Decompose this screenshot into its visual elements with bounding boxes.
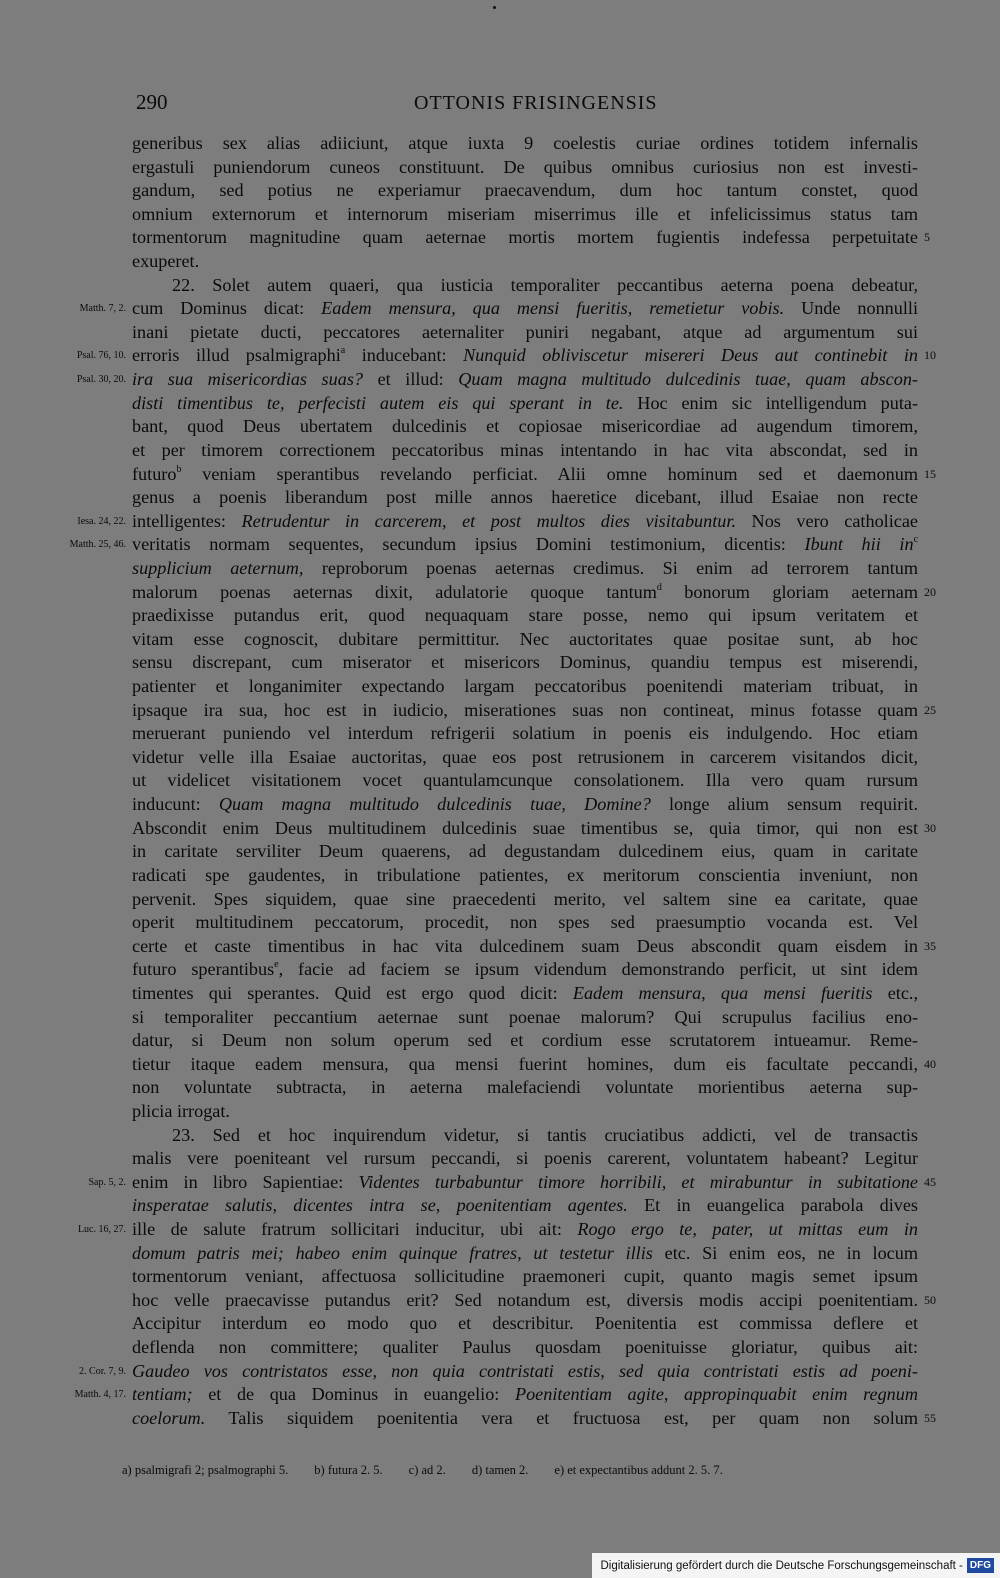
text-run: datur, si Deum non solum operum sed et cordium esse scrutatorem intueamur. Reme- [132, 1030, 918, 1051]
text-line [132, 1289, 936, 1313]
italic-quote: Ibunt hii in [804, 534, 914, 555]
text-run: Accipitur interdum eo modo quo et describitur. Poenitentia est commissa deflere et [132, 1313, 918, 1334]
text-run: ille de salute fratrum sollicitari inducitur, ubi ait: [132, 1219, 578, 1240]
text-run: certe et caste timentibus in hac vita dulcedinem suam Deus abscondit quam eisdem in [132, 935, 918, 956]
running-title: OTTONIS FRISINGENSIS [414, 92, 658, 114]
text-run: tormentorum veniant, affectuosa sollicitudine praemoneri cupit, quanto magis semet ipsum [132, 1266, 918, 1287]
margin-reference: Matth. 7, 2. [79, 303, 126, 315]
text-line [132, 1312, 918, 1336]
footer-text: Digitalisierung gefördert durch die Deutsche Forschungsgemeinschaft - [600, 1559, 963, 1572]
line-number: 25 [924, 702, 936, 717]
text-run: futuro [132, 463, 177, 484]
text-run: 22. Solet autem quaeri, qua iusticia temporaliter peccantibus aeterna poena debeatur, [172, 274, 918, 295]
italic-quote: Quam magna multitudo dulcedinis tuae, quam abscon- [458, 369, 918, 390]
text-run: malorum poenas aeternas dixit, adulatorie quoque tantum [132, 581, 657, 602]
text-line [132, 1006, 918, 1030]
text-line [88, 1171, 936, 1195]
italic-quote: Quam magna multitudo dulcedinis tuae, Domine? [218, 794, 651, 815]
text-line [132, 888, 918, 912]
text-line [132, 746, 918, 770]
margin-reference: 2. Cor. 7, 9. [79, 1365, 126, 1377]
text-run: generibus sex alias adiiciunt, atque iuxta 9 coelestis curiae ordines totidem infernalis [132, 133, 918, 153]
text-run: tietur itaque eadem mensura, qua mensi fuerint homines, dum eis facultate peccandi, [132, 1053, 918, 1074]
text-run: erroris illud psalmigraphi [132, 345, 341, 366]
line-number: 20 [924, 584, 936, 599]
text-line [132, 557, 918, 581]
footnote: e) et expectantibus addunt 2. 5. 7. [554, 1463, 723, 1477]
text-run: veniam sperantibus revelando perficiat. Alii omne hominum sed et daemonum [181, 463, 918, 484]
text-line [132, 415, 918, 439]
text-run: Talis siquidem poenitentia vera et fructuosa est, per quam non solum [205, 1407, 918, 1428]
italic-quote: Gaudeo vos contristatos esse, non quia contristati estis, sed quia contristati estis ad poeni- [132, 1360, 918, 1381]
text-line [132, 699, 936, 723]
text-run: longe alium sensum requirit. [650, 794, 919, 815]
text-run: patienter et longanimiter expectando largam peccatoribus poenitendi materiam tribuat, in [132, 676, 918, 697]
text-line [132, 604, 918, 628]
italic-quote: domum patris mei; habeo enim quinque fratres, ut testetur illis [132, 1242, 653, 1263]
line-number: 10 [924, 348, 936, 363]
text-line [132, 226, 930, 250]
text-run: meruerant puniendo vel interdum refrigerii solatium in poenis eis indulgendo. Hoc etiam [132, 723, 918, 744]
italic-quote: Poenitentiam agite, appropinquabit enim regnum [514, 1384, 918, 1405]
text-line [132, 793, 918, 817]
text-line [132, 817, 936, 841]
text-run: in caritate serviliter Deum quaerens, ad degustandam dulcedinem eius, quam in caritate [132, 841, 918, 862]
text-run: Hoc enim sic intelligendum puta- [623, 392, 918, 413]
text-line [132, 935, 936, 959]
text-line [132, 321, 918, 345]
italic-quote: supplicium aeternum, [132, 557, 304, 578]
text-line [132, 628, 918, 652]
text-run: ipsaque ira sua, hoc est in iudicio, miserationes suas non contineat, minus fotasse quam [132, 699, 918, 720]
text-run: exuperet. [132, 251, 200, 272]
text-line [132, 1336, 918, 1360]
text-line [77, 510, 918, 534]
page-number: 290 [136, 90, 168, 114]
text-run: tormentorum magnitudine quam aeternae mortis mortem fugientis indefessa perpetuitate [132, 227, 918, 248]
text-line [132, 581, 936, 605]
footnote-marker: d [656, 581, 662, 593]
text-run: enim in libro Sapientiae: [132, 1171, 359, 1192]
text-line [132, 132, 918, 156]
text-run: omnium externorum et internorum miseriam miserrimus ille et infelicissimus status tam [132, 203, 918, 224]
line-number: 45 [924, 1174, 936, 1189]
text-run: intelligentes: [132, 510, 242, 531]
text-run: hoc velle praecavisse putandus erit? Sed notandum est, diversis modis accipi poenitentiam. [132, 1289, 918, 1310]
text-line [132, 982, 918, 1006]
text-line [132, 1265, 918, 1289]
italic-quote: Retrudentur in carcerem, et post multos dies visitabuntur. [241, 510, 736, 531]
text-line [132, 1147, 918, 1171]
text-line [132, 958, 918, 982]
text-line [132, 1100, 918, 1124]
line-number: 30 [924, 820, 936, 835]
text-line [132, 1242, 918, 1266]
text-run: futuro sperantibus [132, 959, 275, 980]
text-run: etc. Si enim eos, ne in locum [652, 1242, 918, 1263]
text-run: non voluntate subtracta, in aeterna malefaciendi voluntate morientibus aeterna sup- [132, 1077, 918, 1098]
footnote-marker: e [274, 959, 279, 971]
margin-reference: Sap. 5, 2. [88, 1176, 126, 1188]
line-number: 50 [924, 1292, 936, 1307]
footnote: c) ad 2. [408, 1463, 446, 1477]
text-line [132, 179, 918, 203]
print-speck [493, 6, 496, 9]
text-run: timentes qui sperantes. Quid est ergo quod dicit: [132, 982, 573, 1003]
footnote-marker: b [176, 463, 182, 475]
text-run: bant, quod Deus ubertatem dulcedinis et copiosae misericordiae ad augendum timorem, [132, 416, 918, 437]
text-run: ergastuli puniendorum cuneos constituunt. De quibus omnibus curiosius non est investi- [132, 156, 918, 177]
margin-reference: Matth. 25, 46. [69, 539, 126, 551]
italic-quote: insperatae salutis, dicentes intra se, poenitentiam agentes. [132, 1195, 628, 1216]
text-line [76, 368, 918, 392]
margin-reference: Matth. 4, 17. [74, 1389, 126, 1401]
line-number: 5 [924, 230, 930, 245]
text-line [132, 1194, 918, 1218]
text-line [74, 1383, 918, 1407]
line-number: 55 [924, 1410, 936, 1425]
text-run: si temporaliter peccantium aeternae sunt poenae malorum? Qui scrupulus facilius eno- [132, 1006, 918, 1027]
footnote: d) tamen 2. [471, 1463, 529, 1477]
italic-quote: disti timentibus te, perfecisti autem eis qui sperant in te. [132, 392, 624, 413]
text-line [132, 156, 918, 180]
margin-reference: Psal. 76, 10. [76, 350, 126, 362]
text-run: cum Dominus dicat: [132, 298, 322, 319]
text-run: inani pietate ducti, peccatores aeternaliter puniri negabant, atque ad argumentum sui [132, 321, 918, 342]
dfg-logo: DFG [967, 1558, 994, 1573]
text-line [132, 274, 918, 298]
italic-quote: Eadem mensura, qua mensi fueritis [572, 982, 873, 1003]
text-run: videtur velle illa Esaiae auctoritas, quae eos post retrusionem in carcerem visitandos dicit, [132, 746, 918, 767]
text-run: etc., [872, 982, 918, 1003]
digitization-footer [592, 1553, 1000, 1578]
text-line [69, 533, 919, 557]
margin-reference: Luc. 16, 27. [77, 1224, 126, 1236]
text-run: et de qua Dominus in euangelio: [192, 1384, 515, 1405]
text-line [79, 1360, 918, 1384]
text-line [132, 250, 918, 274]
text-line [132, 864, 918, 888]
main-text [69, 132, 936, 1431]
text-run: Nos vero catholicae [736, 510, 918, 531]
footnote: b) futura 2. 5. [314, 1463, 383, 1477]
text-line [132, 1407, 936, 1431]
text-run: radicati spe gaudentes, in tribulatione patientes, ex meritorum conscientia inveniunt, non [132, 864, 918, 885]
text-run: gandum, sed potius ne experiamur praecavendum, dum hoc tantum constet, quod [132, 180, 918, 201]
line-number: 35 [924, 938, 936, 953]
text-line [132, 1124, 918, 1148]
footnote: a) psalmigrafi 2; psalmographi 5. [122, 1463, 289, 1477]
text-run: sensu discrepant, cum miserator et misericors Dominus, quandiu tempus est miserendi, [132, 652, 918, 673]
text-line [132, 439, 918, 463]
text-line [132, 840, 918, 864]
text-run: ut videlicet visitationem vocet quantulamcunque consolationem. Illa vero quam rursum [132, 770, 918, 791]
line-number: 15 [924, 466, 936, 481]
text-line [132, 486, 918, 510]
text-line [79, 297, 919, 321]
text-run: vitam esse cognoscit, dubitare permittitur. Nec auctoritates quae positae sunt, ab hoc [132, 628, 918, 649]
text-line [132, 769, 918, 793]
footnote-marker: a [340, 345, 346, 357]
italic-quote: Eadem mensura, qua mensi fueritis, remetietur vobis. [321, 298, 785, 319]
text-run: 23. Sed et hoc inquirendum videtur, si tantis cruciatibus addicti, vel de transactis [172, 1124, 918, 1145]
text-line [132, 651, 918, 675]
text-run: et illud: [363, 369, 459, 390]
text-line [132, 1076, 918, 1100]
text-line [132, 463, 936, 487]
italic-quote: coelorum. [132, 1407, 206, 1428]
italic-quote: Rogo ergo te, pater, ut mittas eum in [577, 1219, 918, 1240]
text-line [132, 203, 918, 227]
text-run: reproborum poenas aeternas credimus. Si enim ad terrorem tantum [303, 557, 919, 578]
footnote-marker: c [913, 534, 919, 546]
text-run: genus a poenis liberandum post mille annos haeretice dicebant, illud Esaiae non recte [132, 487, 918, 508]
text-run: Unde nonnulli [784, 298, 919, 319]
text-run: inducunt: [132, 794, 219, 815]
text-run: pervenit. Spes siquidem, quae sine praecedenti merito, vel saltem sine ea caritate, quae [132, 888, 918, 909]
text-run: praedixisse putandus erit, quod nequaquam stare posse, nemo qui ipsum veritatem et [132, 605, 918, 626]
text-run: bonorum gloriam aeternam [661, 581, 918, 602]
text-run: plicia irrogat. [132, 1100, 230, 1121]
margin-reference: Iesa. 24, 22. [77, 515, 126, 527]
text-run: inducebant: [345, 345, 464, 366]
text-run: operit multitudinem peccatorum, procedit, non spes sed praesumptio vocanda est. Vel [132, 912, 918, 933]
text-line [132, 911, 918, 935]
italic-quote: ira sua misericordias suas? [132, 369, 363, 390]
margin-reference: Psal. 30, 20. [76, 374, 126, 386]
italic-quote: tentiam; [132, 1384, 193, 1405]
text-run: deflenda non committere; qualiter Paulus quosdam poenituisse gloriatur, quibus ait: [132, 1337, 918, 1358]
text-line [132, 1053, 936, 1077]
text-run: , facie ad faciem se ipsum videndum demonstrando perficit, ut sint idem [278, 959, 918, 980]
text-run: Abscondit enim Deus multitudinem dulcedinis suae timentibus se, quia timor, qui non est [132, 817, 918, 838]
text-run: et per timorem correctionem peccatoribus minas intentando in hac vita abscondat, sed in [132, 439, 918, 460]
text-line [76, 344, 936, 368]
line-number: 40 [924, 1056, 936, 1071]
text-line [132, 1029, 918, 1053]
text-run: veritatis normam sequentes, secundum ipsius Domini testimonium, dicentis: [132, 534, 805, 555]
text-run: malis vere poeniteant vel rursum peccandi, si poenis carerent, voluntatem habeant? Legitur [132, 1148, 918, 1169]
text-run: Et in euangelica parabola dives [627, 1195, 918, 1216]
text-line [132, 675, 918, 699]
italic-quote: Videntes turbabuntur timore horribili, et mirabuntur in subitatione [358, 1171, 918, 1192]
text-line [132, 722, 918, 746]
footnotes [122, 1463, 922, 1478]
text-line [77, 1218, 918, 1242]
italic-quote: Nunquid obliviscetur misereri Deus aut continebit in [463, 345, 918, 366]
text-line [132, 392, 918, 416]
